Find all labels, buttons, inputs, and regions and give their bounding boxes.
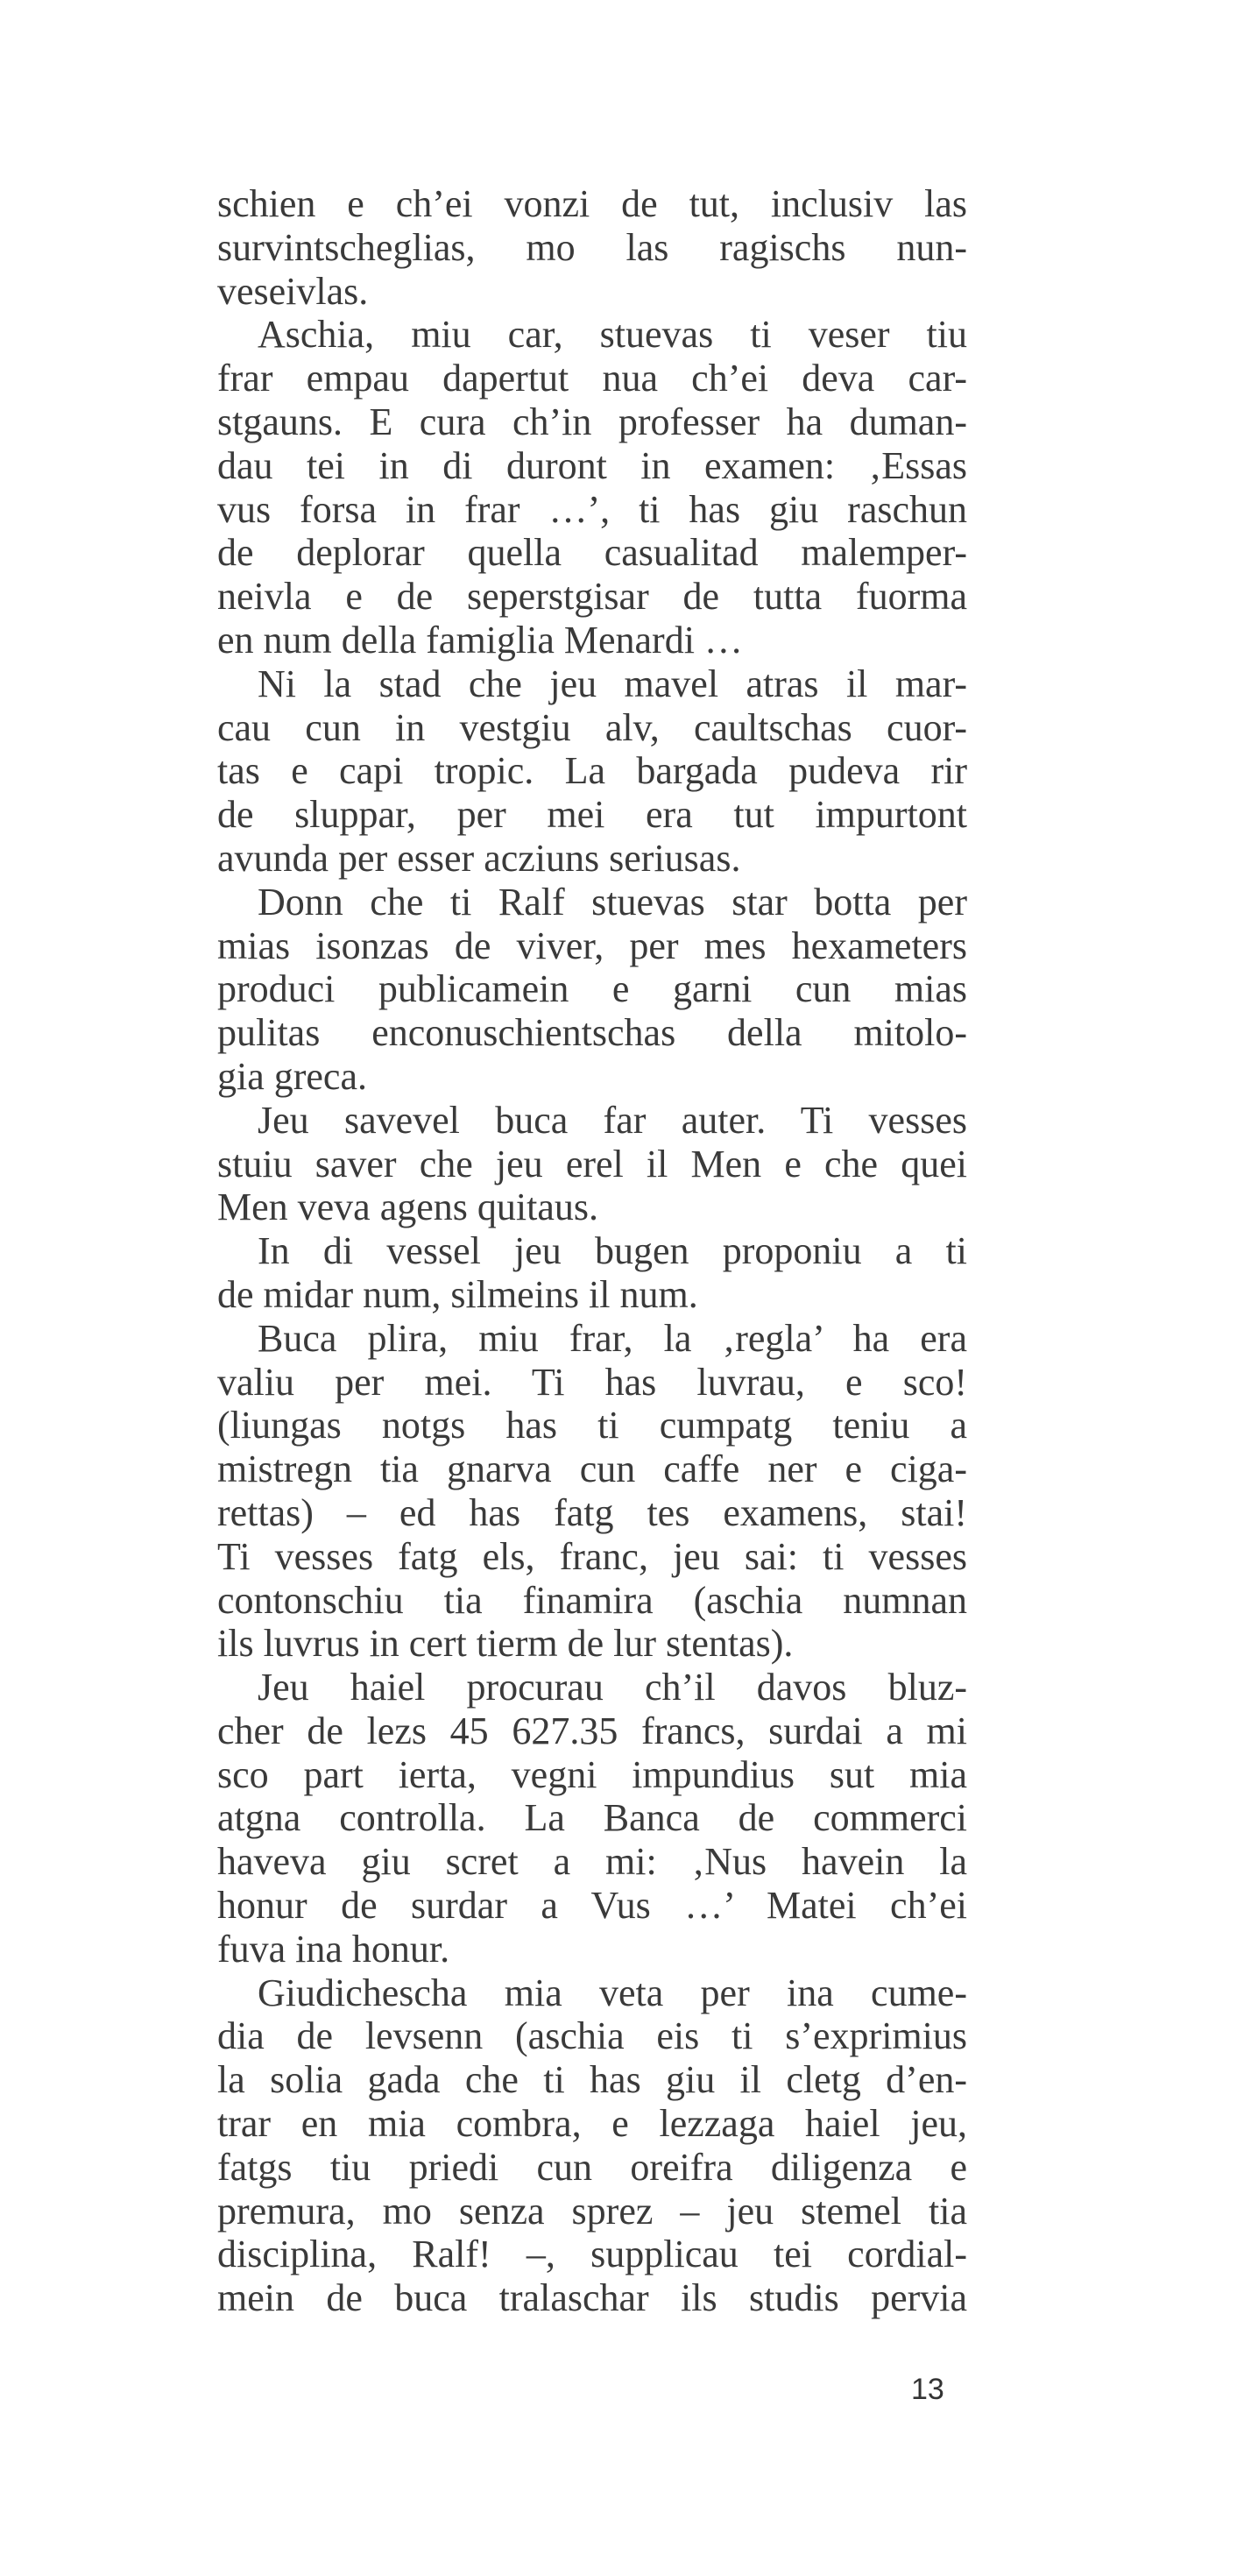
text-line: Giudichescha mia veta per ina cume- xyxy=(258,1971,967,2014)
paragraph xyxy=(217,182,967,313)
text-line: ils luvrus in cert tierm de lur stentas). xyxy=(217,1622,794,1666)
text-line: contonschiu tia finamira (aschia numnan xyxy=(217,1578,967,1622)
paragraph xyxy=(217,881,967,1099)
text-line: de midar num, silmeins il num. xyxy=(217,1272,698,1316)
text-line: Men veva agens quitaus. xyxy=(217,1185,598,1229)
text-line: frar empau dapertut nua ch’ei deva car- xyxy=(217,357,967,400)
text-line: trar en mia combra, e lezzaga haiel jeu, xyxy=(217,2102,967,2146)
text-line: dau tei in di duront in examen: ‚Essas xyxy=(217,443,967,487)
paragraph xyxy=(217,1099,967,1229)
page-number: 13 xyxy=(911,2373,944,2406)
text-line: schien e ch’ei vonzi de tut, inclusiv las xyxy=(217,182,967,225)
text-line: stuiu saver che jeu erel il Men e che quei xyxy=(217,1142,967,1185)
text-line: Ni la stad che jeu mavel atras il mar- xyxy=(258,662,967,705)
text-line: de deplorar quella casualitad malemper- xyxy=(217,531,967,575)
paragraph xyxy=(217,662,967,881)
text-line: dia de levsenn (aschia eis ti s’exprimius xyxy=(217,2014,967,2058)
text-line: Aschia, miu car, stuevas ti veser tiu xyxy=(258,313,967,357)
text-line: sco part ierta, vegni impundius sut mia xyxy=(217,1752,967,1796)
text-line: (liungas notgs has ti cumpatg teniu a xyxy=(217,1404,967,1447)
text-line: avunda per esser acziuns seriusas. xyxy=(217,836,741,880)
paragraph xyxy=(217,1229,967,1317)
text-line: en num della famiglia Menardi … xyxy=(217,618,743,662)
text-line: In di vessel jeu bugen proponiu a ti xyxy=(258,1229,967,1273)
text-line: tas e capi tropic. La bargada pudeva rir xyxy=(217,749,967,793)
text-line: stgauns. E cura ch’in professer ha duman- xyxy=(217,400,967,443)
text-line: rettas) – ed has fatg tes examens, stai! xyxy=(217,1490,967,1534)
text-line: Jeu savevel buca far auter. Ti vesses xyxy=(258,1098,967,1142)
text-line: la solia gada che ti has giu il cletg d’en- xyxy=(217,2058,967,2102)
text-line: pulitas enconuschientschas della mitolo- xyxy=(217,1011,967,1055)
text-line: haveva giu scret a mi: ‚Nus havein la xyxy=(217,1840,967,1884)
text-line: fatgs tiu priedi cun oreifra diligenza e xyxy=(217,2145,967,2189)
text-line: survintscheglias, mo las ragischs nun- xyxy=(217,225,967,269)
text-line: gia greca. xyxy=(217,1054,367,1098)
text-line: valiu per mei. Ti has luvrau, e sco! xyxy=(217,1360,967,1404)
text-line: fuva ina honur. xyxy=(217,1927,450,1971)
text-line: Donn che ti Ralf stuevas star botta per xyxy=(258,880,967,924)
text-line: Buca plira, miu frar, la ‚regla’ ha era xyxy=(258,1316,967,1360)
text-line: disciplina, Ralf! –, supplicau tei cordial- xyxy=(217,2233,967,2276)
text-line: veseivlas. xyxy=(217,269,369,313)
paragraph xyxy=(217,1971,967,2320)
text-line: honur de surdar a Vus …’ Matei ch’ei xyxy=(217,1884,967,1928)
text-line: Jeu haiel procurau ch’il davos bluz- xyxy=(258,1666,967,1709)
text-line: atgna controlla. La Banca de commerci xyxy=(217,1796,967,1840)
text-line: vus forsa in frar …’, ti has giu raschun xyxy=(217,487,967,531)
text-line: cher de lezs 45 627.35 francs, surdai a mi xyxy=(217,1709,967,1752)
paragraph xyxy=(217,1666,967,1971)
body-text xyxy=(217,182,967,2320)
paragraph xyxy=(217,1317,967,1666)
paragraph xyxy=(217,313,967,662)
text-line: neivla e de seperstgisar de tutta fuorma xyxy=(217,575,967,619)
text-line: de sluppar, per mei era tut impurtont xyxy=(217,793,967,837)
text-line: Ti vesses fatg els, franc, jeu sai: ti vesses xyxy=(217,1534,967,1578)
text-line: mein de buca tralaschar ils studis pervia xyxy=(217,2276,967,2320)
text-line: cau cun in vestgiu alv, caultschas cuor- xyxy=(217,705,967,749)
text-line: premura, mo senza sprez – jeu stemel tia xyxy=(217,2189,967,2233)
text-line: mistregn tia gnarva cun caffe ner e ciga- xyxy=(217,1447,967,1491)
text-line: produci publicamein e garni cun mias xyxy=(217,967,967,1011)
text-line: mias isonzas de viver, per mes hexameters xyxy=(217,924,967,967)
